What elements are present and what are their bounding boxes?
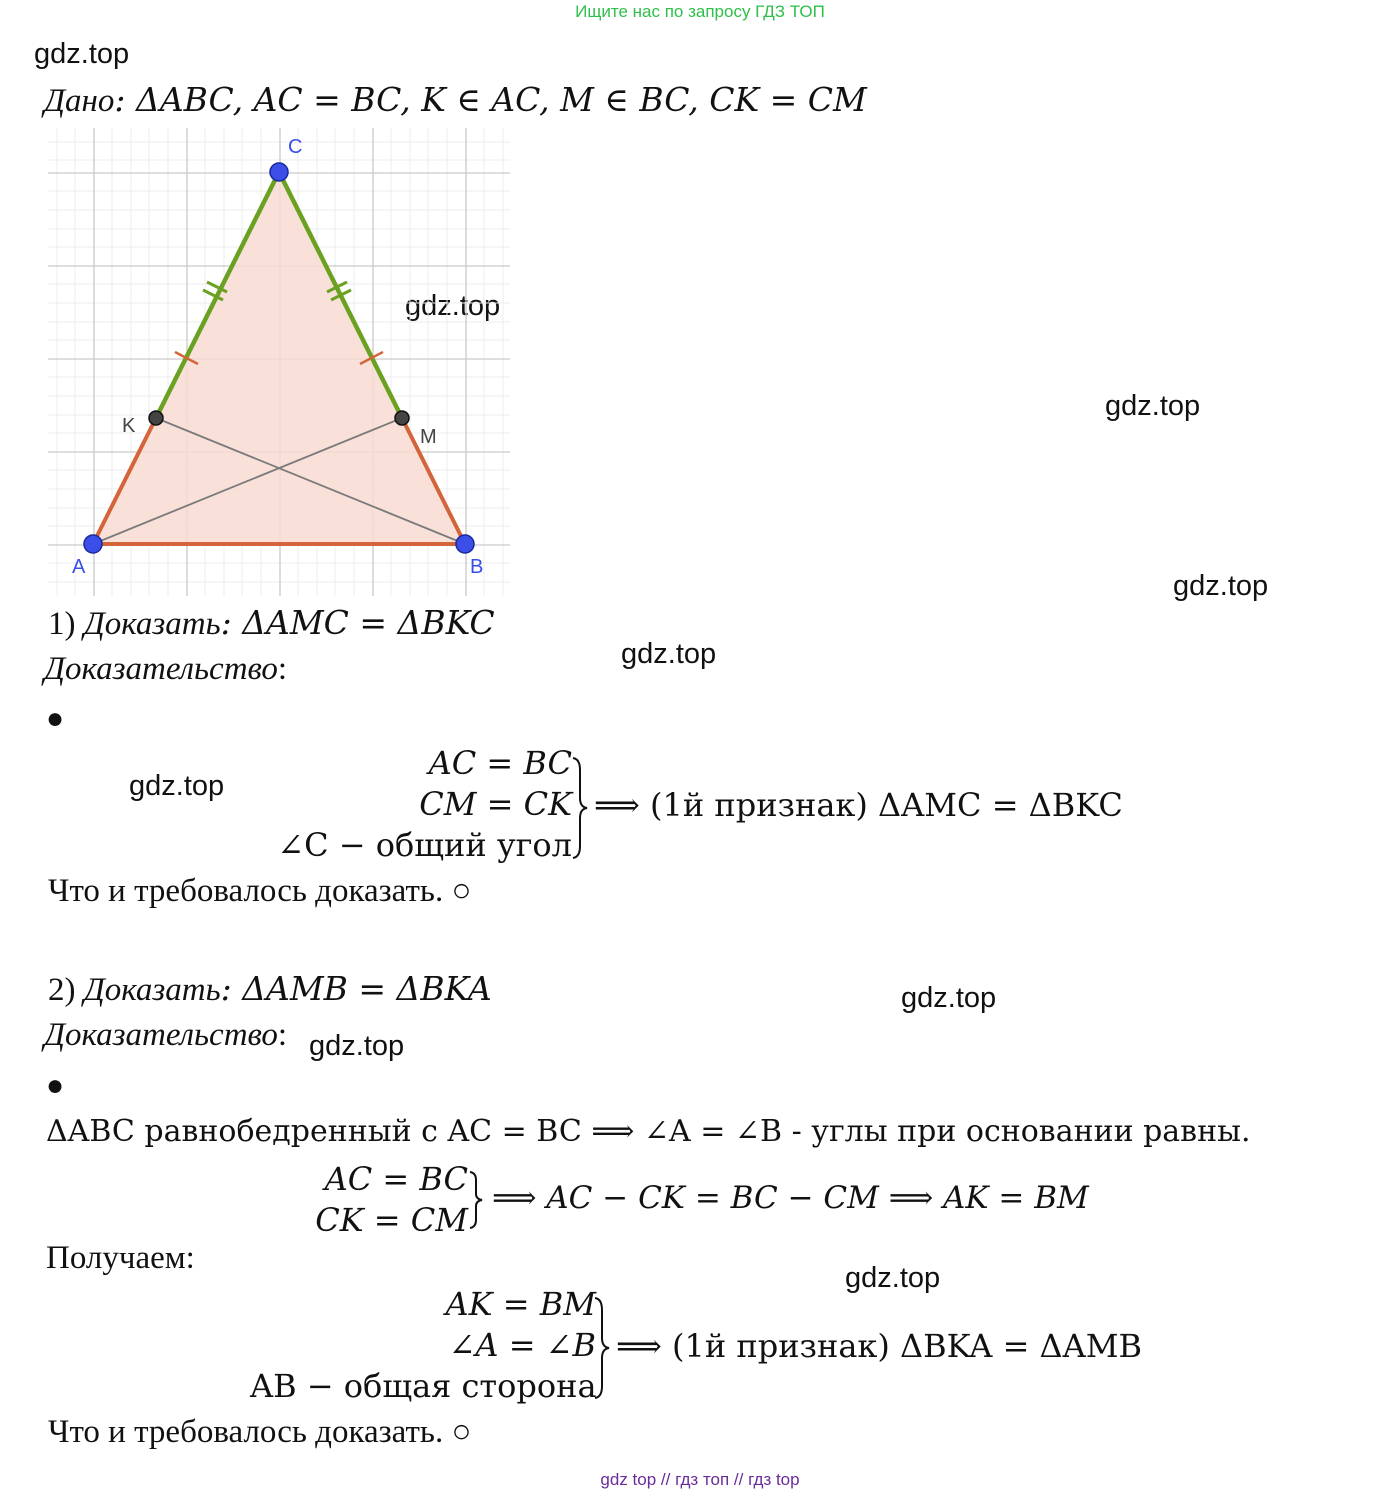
part1-condition: ∠C − общий угол <box>277 826 572 864</box>
part2-qed: Что и требовалось доказать. ○ <box>48 1414 472 1450</box>
part1-condition: AC = BC <box>428 744 572 782</box>
point-k <box>149 411 163 425</box>
part1-bullet: ● <box>46 702 65 735</box>
watermark: gdz.top <box>845 1262 941 1294</box>
given-label: Дано <box>44 83 115 119</box>
label-c: C <box>288 136 303 158</box>
part2-proof-colon: : <box>277 1017 288 1053</box>
given-line <box>44 80 867 120</box>
watermark: gdz.top <box>129 770 225 802</box>
watermark: gdz.top <box>1173 570 1269 602</box>
watermark: gdz.top <box>405 290 501 322</box>
part1-conditions <box>270 743 572 866</box>
part2-conditions-a <box>300 1159 468 1241</box>
part2-got: Получаем: <box>46 1240 195 1276</box>
part1-prove-text: : ΔAMC = ΔBKC <box>220 603 495 642</box>
triangle-figure <box>48 128 510 596</box>
part1-proof-label: Доказательство <box>44 651 278 687</box>
right-brace-icon <box>570 756 590 860</box>
top-banner[interactable]: Ищите нас по запросу ГДЗ ТОП <box>575 2 825 21</box>
part1-prove-label: Доказать <box>83 606 221 642</box>
label-m: M <box>420 426 437 448</box>
part2-proof-label: Доказательство <box>44 1017 278 1053</box>
part2-bullet: ● <box>46 1069 65 1102</box>
vertex-a <box>84 535 102 553</box>
part2-implication-b: ⟹ (1й признак) ΔBKA = ΔAMB <box>616 1327 1143 1365</box>
part1-qed: Что и требовалось доказать. ○ <box>48 873 472 909</box>
part2-conditions-b <box>250 1284 596 1407</box>
part2-implication-a: ⟹ AC − CK = BC − CM ⟹ AK = BM <box>492 1180 1089 1216</box>
part2-prove-label: Доказать <box>83 972 221 1008</box>
bottom-banner[interactable]: gdz top // гдз топ // гдз top <box>600 1470 800 1489</box>
label-b: B <box>470 556 484 578</box>
given-text: : ΔABC, AC = BC, K ∈ AC, M ∈ BC, CK = CM <box>114 80 867 119</box>
part1-implication: ⟹ (1й признак) ΔAMC = ΔBKC <box>594 786 1123 824</box>
part2-condition: AB − общая сторона <box>250 1367 597 1405</box>
part1-condition: CM = CK <box>419 785 572 823</box>
watermark: gdz.top <box>1105 390 1201 422</box>
part1-proof-heading <box>44 651 287 688</box>
part2-condition: AC = BC <box>324 1160 468 1198</box>
watermark: gdz.top <box>309 1030 405 1062</box>
vertex-b <box>456 535 474 553</box>
part1-proof-colon: : <box>277 651 288 687</box>
label-a: A <box>72 556 86 578</box>
part2-condition: CK = CM <box>315 1201 468 1239</box>
part2-condition: ∠A = ∠B <box>448 1326 596 1364</box>
part2-num: 2) <box>48 972 84 1008</box>
watermark: gdz.top <box>621 638 717 670</box>
right-brace-icon <box>592 1296 612 1400</box>
part2-isosceles-line: ΔABC равнобедренный с AC = BC ⟹ ∠A = ∠B - углы при основании равны. <box>46 1114 1251 1149</box>
point-m <box>395 411 409 425</box>
watermark: gdz.top <box>34 38 130 70</box>
right-brace-icon <box>468 1170 484 1230</box>
watermark: gdz.top <box>901 982 997 1014</box>
part2-condition: AK = BM <box>445 1285 596 1323</box>
label-k: K <box>122 415 136 437</box>
part2-proof-heading <box>44 1017 287 1054</box>
part2-prove-line <box>48 969 492 1009</box>
part2-prove-text: : ΔAMB = ΔBKA <box>220 969 492 1008</box>
part1-prove-line <box>48 603 495 643</box>
part1-num: 1) <box>48 606 84 642</box>
vertex-c <box>270 163 288 181</box>
